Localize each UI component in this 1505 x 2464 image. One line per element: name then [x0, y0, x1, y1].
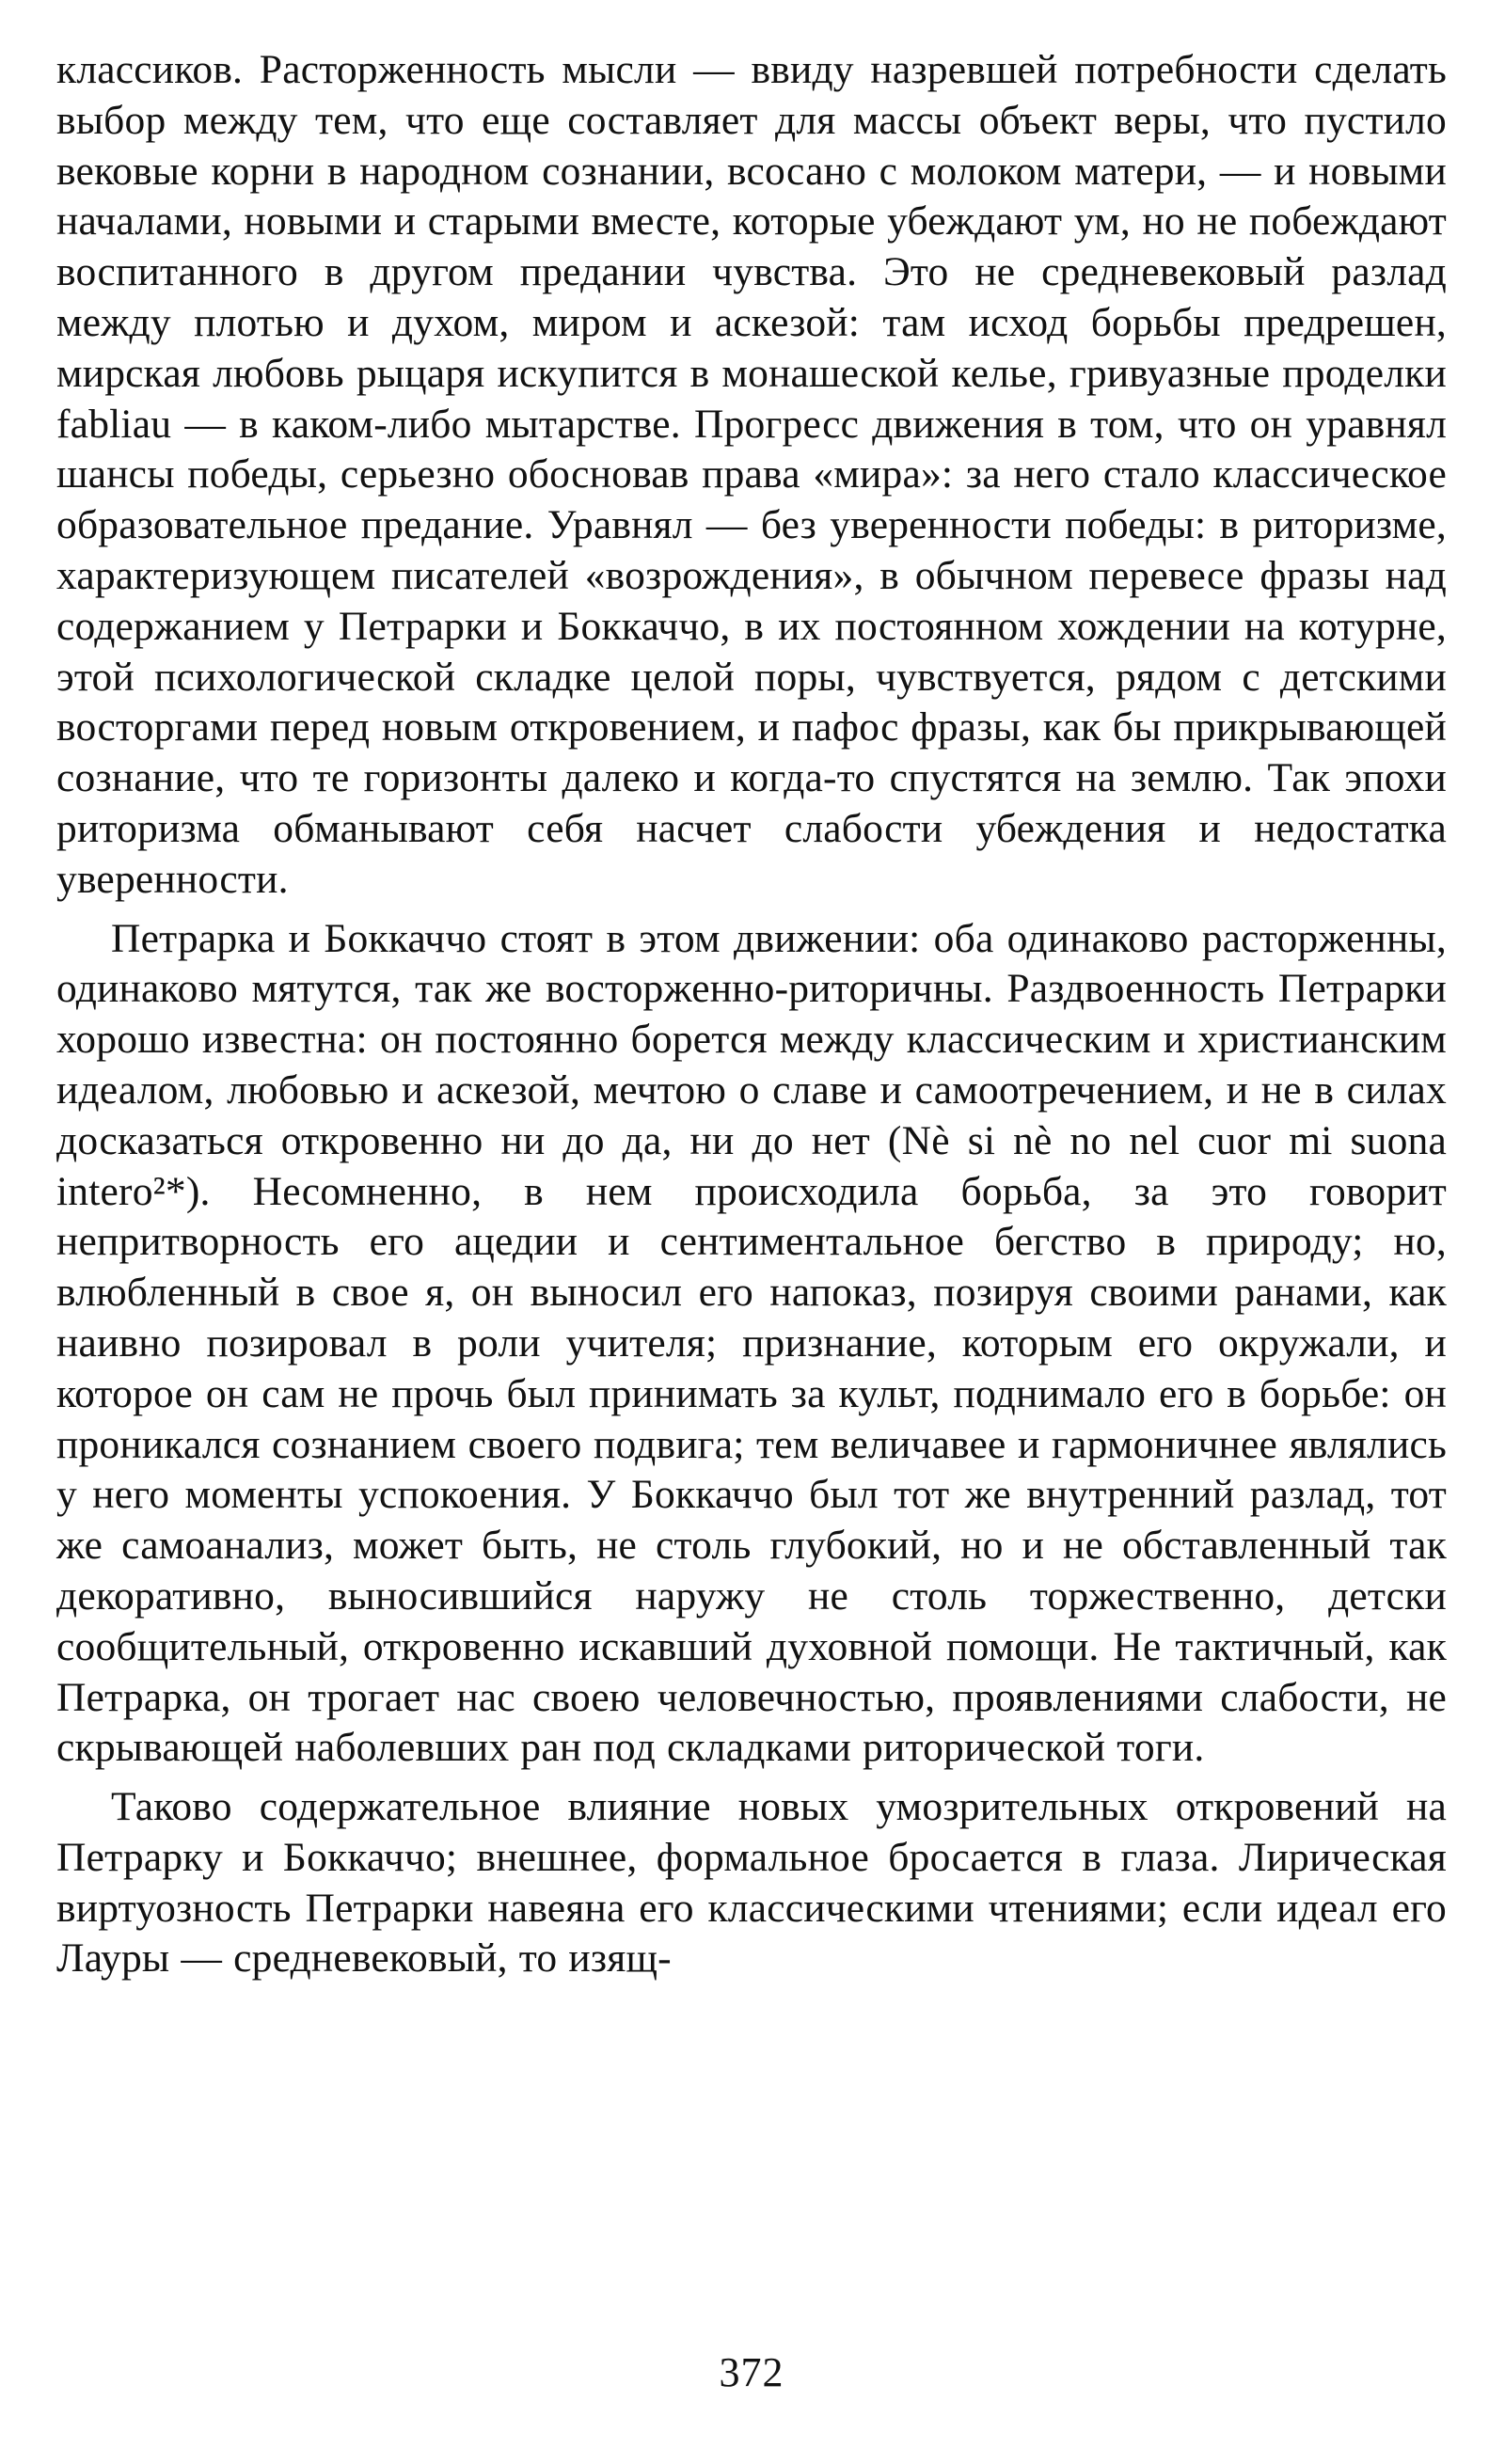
paragraph-3: Таково содержательное влияние новых умозрительных откровений на Петрарку и Боккаччо; внешнее, формальное бросается в глаза. Лирическая виртуозность Петрарки навеяна его классическими чтениями; если идеал его Лауры — средневековый, то изящ- [56, 1784, 1447, 1982]
paragraph-2: Петрарка и Боккаччо стоят в этом движении: оба одинаково расторженны, одинаково мятутся, так же восторженно-риторичны. Раздвоенность Петрарки хорошо известна: он постоянно борется между классическим и христианским идеалом, любовью и аскезой, мечтою о славе и самоотречением, и не в силах досказаться откровенно ни до да, ни до нет (Nè si nè no nel cuor mi suona intero²*). Несомненно, в нем происходила борьба, за это говорит непритворность его ацедии и сентиментальное бегство в природу; но, влюбленный в свое я, он выносил его напоказ, позируя своими ранами, как наивно позировал в роли учителя; признание, которым его окружали, и которое он сам не прочь был принимать за культ, поднимало его в борьбе: он проникался сознанием своего подвига; тем величавее и гармоничнее являлись у него моменты успокоения. У Боккаччо был тот же внутренний разлад, тот же самоанализ, может быть, не столь глубокий, но и не обставленный так декоративно, выносившийся наружу не столь торжественно, детски сообщительный, откровенно искавший духовной помощи. Не тактичный, как Петрарка, он трогает нас своею человечностью, проявлениями слабости, не скрывающей наболевших ран под складками риторической тоги. [56, 915, 1447, 1771]
paragraph-1: классиков. Расторженность мысли — ввиду назревшей потребности сделать выбор между тем, что еще составляет для массы объект веры, что пустило вековые корни в народном сознании, всосано с молоком матери, — и новыми началами, новыми и старыми вместе, которые убеждают ум, но не побеждают воспитанного в другом предании чувства. Это не средневековый разлад между плотью и духом, миром и аскезой: там исход борьбы предрешен, мирская любовь рыцаря искупится в монашеской келье, гривуазные проделки fabliau — в каком-либо мытарстве. Прогресс движения в том, что он уравнял шансы победы, серьезно обосновав права «мира»: за него стало классическое образовательное предание. Уравнял — без уверенности победы: в риторизме, характеризующем писателей «возрождения», в обычном перевесе фразы над содержанием у Петрарки и Боккаччо, в их постоянном хождении на котурне, этой психологической складке целой поры, чувствуется, рядом с детскими восторгами перед новым откровением, и пафос фразы, как бы прикрывающей сознание, что те горизонты далеко и когда-то спустятся на землю. Так эпохи риторизма обманывают себя насчет слабости убеждения и недостатка уверенности. [56, 47, 1447, 902]
book-page [56, 45, 1447, 2434]
page-number: 372 [719, 2349, 784, 2395]
body-text [56, 45, 1447, 1984]
